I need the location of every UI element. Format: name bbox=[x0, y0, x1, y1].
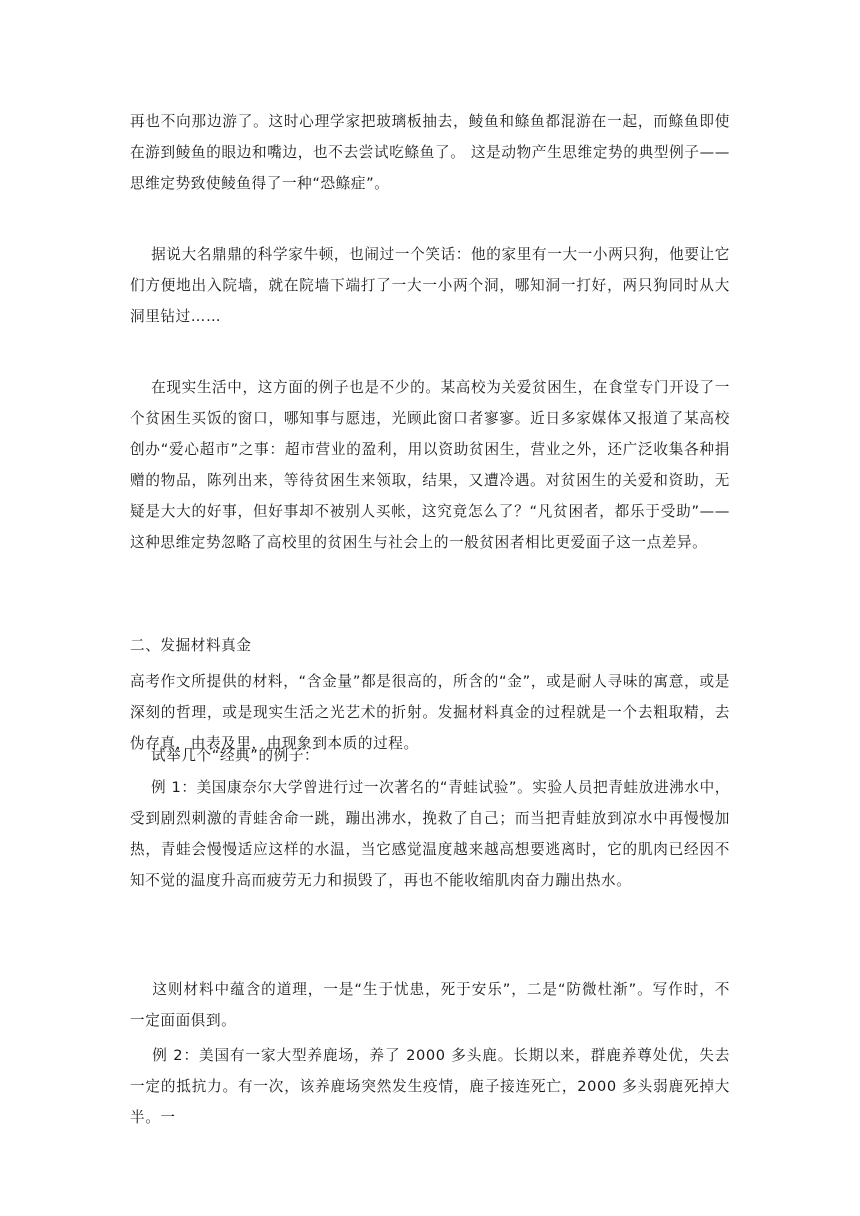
paragraph-classic-examples-intro: 试举几个“经典”的例子： bbox=[130, 747, 320, 764]
paragraph-real-life-example: 在现实生活中，这方面的例子也是不少的。某高校为关爱贫困生，在食堂专门开设了一个贫困生买饭的窗口，哪知事与愿违，光顾此窗口者寥寥。近日多家媒体又报道了某高校创办“爱心超市”之事：超市营业的盈利，用以资助贫困生，营业之外，还广泛收集各种捐赠的物品，陈列出来，等待贫困生来领取，结果，又遭冷遇。对贫困生的关爱和资助，无疑是大大的好事，但好事却不被别人买帐，这究竟怎么了？“凡贫困者，都乐于受助”——这种思维定势忽略了高校里的贫困生与社会上的一般贫困者相比更爱面子这一点差异。 bbox=[130, 379, 730, 551]
paragraph-example-2-deer: 例 2：美国有一家大型养鹿场，养了 2000 多头鹿。长期以来，群鹿养尊处优，失去一定的抵抗力。有一次，该养鹿场突然发生疫情，鹿子接连死亡，2000 多头弱鹿死掉大半。一 bbox=[130, 1047, 730, 1126]
paragraph-material-gold: 高考作文所提供的材料，“含金量”都是很高的，所含的“金”，或是耐人寻味的寓意，或是深刻的哲理，或是现实生活之光艺术的折射。发掘材料真金的过程就是一个去粗取精，去伪存真，由表及里，由现象到本质的过程。 bbox=[130, 673, 730, 752]
paragraph-example-1-frog: 例 1：美国康奈尔大学曾进行过一次著名的“青蛙试验”。实验人员把青蛙放进沸水中，受到剧烈刺激的青蛙舍命一跳，蹦出沸水，挽救了自己；而当把青蛙放到凉水中再慢慢加热，青蛙会慢慢适应这样的水温，当它感觉温度越来越高想要逃离时，它的肌肉已经因不知不觉的温度升高而疲劳无力和损毁了，再也不能收缩肌肉奋力蹦出热水。 bbox=[130, 779, 730, 889]
section-heading: 二、发掘材料真金 bbox=[130, 637, 252, 654]
paragraph-frog-moral: 这则材料中蕴含的道理，一是“生于忧患，死于安乐”，二是“防微杜渐”。写作时，不一定面面俱到。 bbox=[130, 981, 730, 1029]
paragraph-newton-story: 据说大名鼎鼎的科学家牛顿，也闹过一个笑话：他的家里有一大一小两只狗，他要让它们方便地出入院墙，就在院墙下端打了一大一小两个洞，哪知洞一打好，两只狗同时从大洞里钻过…… bbox=[130, 246, 730, 325]
paragraph-fish-experiment: 再也不向那边游了。这时心理学家把玻璃板抽去，鲮鱼和鲦鱼都混游在一起，而鲦鱼即使在游到鲮鱼的眼边和嘴边，也不去尝试吃鲦鱼了。 这是动物产生思维定势的典型例子——思维定势致使鲮鱼得了一种“恐鲦症”。 bbox=[130, 113, 730, 192]
